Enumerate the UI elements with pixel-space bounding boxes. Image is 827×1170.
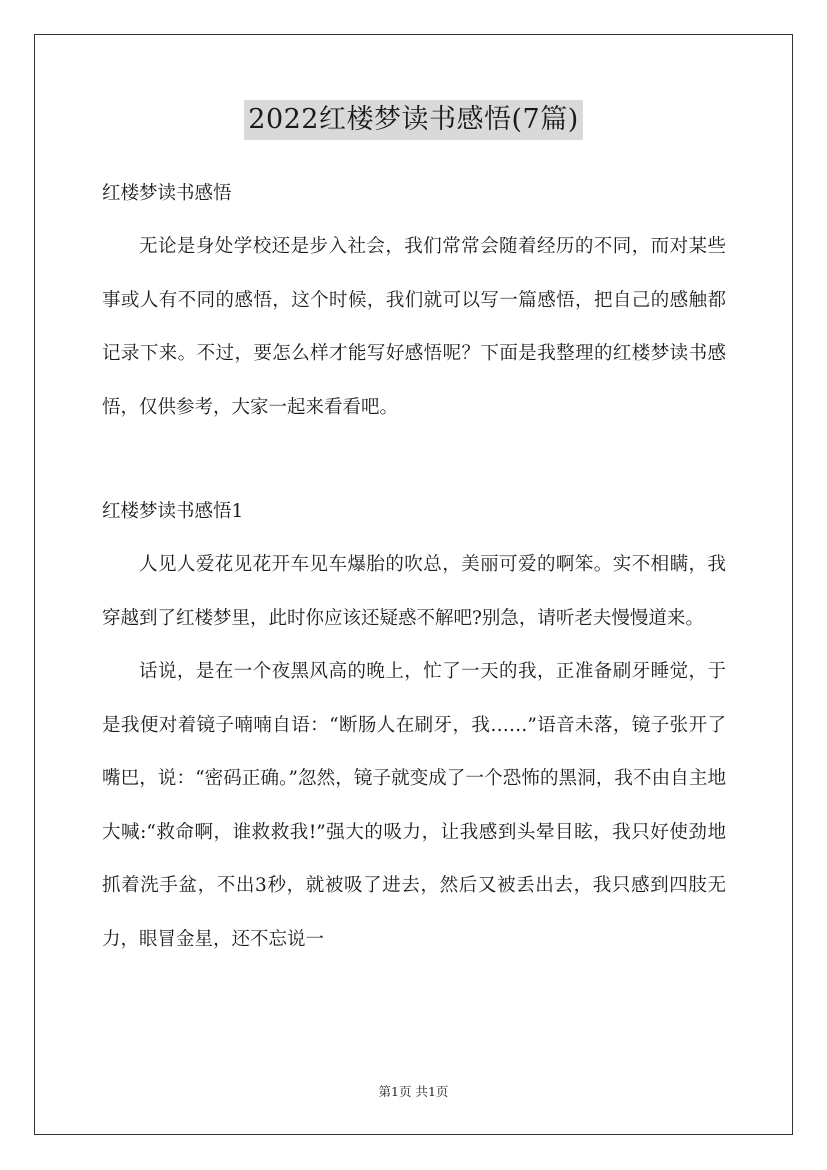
essay-paragraph: 话说，是在一个夜黑风高的晚上，忙了一天的我，正准备刷牙睡觉，于是我便对着镜子喃喃自语：“断肠人在刷牙，我……”语音未落，镜子张开了嘴巴，说：“密码正确。”忽然，镜子就变成了一个恐怖的黑洞，我不由自主地大喊:“救命啊，谁救救我!”强大的吸力，让我感到头晕目眩，我只好使劲地抓着洗手盆，不出3秒，就被吸了进去，然后又被丢出去，我只感到四肢无力，眼冒金星，还不忘说一 bbox=[102, 661, 726, 950]
document-title: 2022红楼梦读书感悟(7篇) bbox=[244, 100, 582, 140]
paragraph-gap bbox=[102, 434, 726, 486]
section-heading: 红楼梦读书感悟 bbox=[102, 183, 232, 204]
intro-paragraph: 无论是身处学校还是步入社会，我们常常会随着经历的不同，而对某些事或人有不同的感悟，这个时候，我们就可以写一篇感悟，把自己的感触都记录下来。不过，要怎么样才能写好感悟呢？下面是我整理的红楼梦读书感悟，仅供参考，大家一起来看看吧。 bbox=[102, 236, 726, 418]
essay-heading: 红楼梦读书感悟1 bbox=[102, 501, 244, 522]
title-container bbox=[0, 100, 827, 140]
page-footer bbox=[0, 1082, 827, 1100]
essay-paragraph: 人见人爱花见花开车见车爆胎的吹总，美丽可爱的啊笨。实不相瞒，我穿越到了红楼梦里，此时你应该还疑惑不解吧?别急，请听老夫慢慢道来。 bbox=[102, 554, 726, 629]
document-body bbox=[102, 168, 726, 966]
page-number: 第1页 共1页 bbox=[378, 1084, 449, 1099]
